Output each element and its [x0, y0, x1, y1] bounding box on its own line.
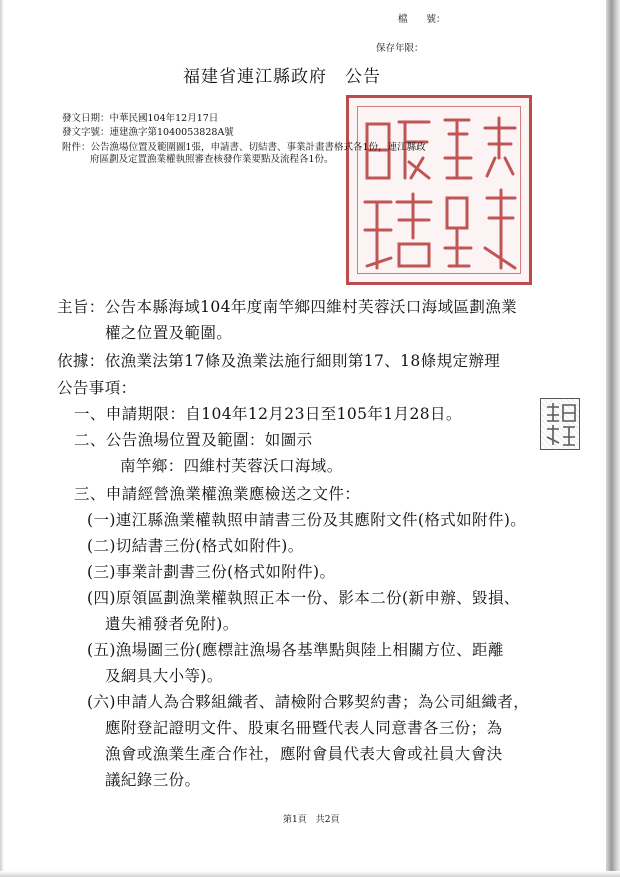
retention-period-label: 保存年限：: [376, 43, 424, 54]
items-heading: 公告事項：: [57, 379, 137, 397]
sub-item-3: (三)事業計劃書三份(格式如附件)。: [87, 563, 336, 581]
issue-date: 發文日期：中華民國104年12月17日: [62, 113, 219, 124]
official-seal: [346, 95, 532, 285]
item-2-fishing-ground: 二、公告漁場位置及範圍：如圖示: [74, 431, 313, 449]
sub-item-6-line-2: 應附登記證明文件、股東名冊暨代表人同意書各三份；為: [105, 719, 503, 737]
sub-item-5-line-2: 及網具大小等)。: [105, 667, 223, 685]
stamp-glyphs: [541, 399, 581, 451]
sub-item-1: (一)連江縣漁業權執照申請書三份及其應附文件(格式如附件)。: [87, 511, 527, 529]
sub-item-5-line-1: (五)漁場圖三份(應標註漁場各基準點與陸上相關方位、距離: [87, 641, 504, 659]
attachment-line-1: 附件：公告漁場位置及範圍圖1張，申請書、切結書、事業計畫書格式各1份，連江縣政: [62, 142, 426, 153]
sub-item-6-line-1: (六)申請人為合夥組織者、請檢附合夥契約書；為公司組織者，: [87, 693, 530, 711]
page-edge-left: [0, 0, 4, 877]
sub-item-6-line-3: 漁會或漁業生產合作社，應附會員代表大會或社員大會決: [105, 745, 503, 763]
page-edge-right: [606, 0, 620, 877]
file-number-label: 檔 號：: [398, 14, 446, 25]
page-number: 第1頁 共2頁: [283, 815, 340, 825]
item-2-location: 南竿鄉：四維村芙蓉沃口海域。: [120, 457, 343, 475]
item-3-required-documents: 三、申請經營漁業權漁業應檢送之文件：: [74, 485, 361, 503]
seal-glyphs: [349, 98, 535, 288]
attachment-line-2: 府區劃及定置漁業權執照審查核發作業要點及流程各1份。: [90, 154, 334, 165]
subject-line-2: 權之位置及範圍。: [105, 324, 233, 342]
sub-item-6-line-4: 議紀錄三份。: [105, 771, 201, 789]
sub-item-4-line-2: 遺失補發者免附)。: [105, 615, 239, 633]
sub-item-4-line-1: (四)原領區劃漁業權執照正本一份、影本二份(新申辦、毀損、: [87, 589, 520, 607]
legal-basis: 依據：依漁業法第17條及漁業法施行細則第17、18條規定辦理: [57, 352, 501, 370]
issuance-stamp: [540, 398, 580, 450]
document-title: 福建省連江縣政府 公告: [183, 67, 381, 87]
document-number: 發文字號：連建漁字第1040053828A號: [62, 127, 234, 138]
sub-item-2: (二)切結書三份(格式如附件)。: [87, 537, 304, 555]
item-1-application-period: 一、申請期限：自104年12月23日至105年1月28日。: [74, 405, 462, 423]
subject-line-1: 主旨：公告本縣海域104年度南竿鄉四維村芙蓉沃口海域區劃漁業: [57, 298, 518, 316]
page-edge-bottom: [0, 871, 620, 877]
